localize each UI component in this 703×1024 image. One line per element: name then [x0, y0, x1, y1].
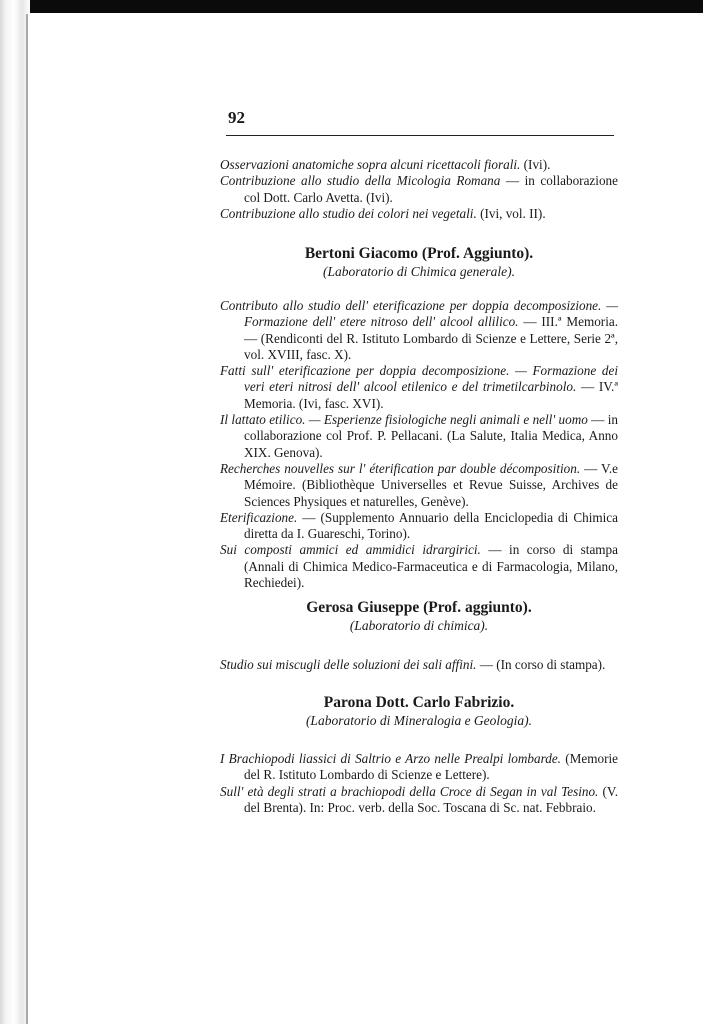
author-name: Gerosa Giuseppe (Prof. aggiunto). [306, 599, 532, 616]
bibliography-entry: Il lattato etilico. — Esperienze fisiologiche negli animali e nell' uomo — in collaborazione col Prof. P. Pellacani. (La Salute, Italia Medica, Anno XIX. Genova). [220, 412, 618, 460]
scan-binding-line [26, 14, 28, 1024]
entries-bertoni [220, 298, 618, 591]
bibliography-entry: Sull' età degli strati a brachiopodi della Croce di Segan in val Tesino. (V. del Brenta). In: Proc. verb. della Soc. Toscana di Sc. nat. Febbraio. [220, 783, 618, 815]
author-name: Bertoni Giacomo (Prof. Aggiunto). [304, 245, 534, 262]
bibliography-entry: Sui composti ammici ed ammidici idrargirici. — in corso di stampa (Annali di Chimica Medico-Farmaceutica e di Farmacologia, Milano, Rechiedei). [220, 542, 618, 591]
bibliography-entry: Contribuzione allo studio dei colori nei vegetali. (Ivi, vol. II). [220, 205, 546, 221]
laboratory-label: (Laboratorio di Chimica generale). [323, 264, 515, 279]
scan-top-border [0, 0, 703, 13]
bibliography-entry: Studio sui miscugli delle soluzioni dei sali affini. — (In corso di stampa). [220, 657, 606, 672]
entries-gerosa [220, 657, 618, 673]
entries-continued [220, 157, 618, 222]
section-heading-gerosa [220, 598, 618, 634]
laboratory-label: (Laboratorio di chimica). [349, 618, 489, 633]
laboratory-label: (Laboratorio di Mineralogia e Geologia). [305, 713, 533, 728]
page-number: 92 [228, 108, 245, 127]
bibliography-entry: Contribuzione allo studio della Micologia Romana — in collaborazione col Dott. Carlo Avetta. (Ivi). [220, 173, 618, 205]
author-name: Parona Dott. Carlo Fabrizio. [323, 694, 515, 711]
bibliography-entry: Fatti sull' eterificazione per doppia decomposizione. — Formazione dei veri eteri nitrosi dell' alcool etilenico e del trimetilcarbinolo. — IV.ª Memoria. (Ivi, fasc. XVI). [220, 363, 618, 411]
entries-parona [220, 751, 618, 816]
bibliography-entry: Eterificazione. — (Supplemento Annuario della Enciclopedia di Chimica diretta da I. Guareschi, Torino). [220, 509, 618, 542]
header-rule [226, 135, 614, 136]
bibliography-entry: Contributo allo studio dell' eterificazione per doppia decomposizione. — Formazione dell' etere nitroso dell' alcool allilico. — III.ª Memoria. — (Rendiconti del R. Istituto Lombardo di Scienze e Lettere, Serie 2ª, vol. XVIII, fasc. X). [220, 298, 619, 362]
bibliography-entry: Osservazioni anatomiche sopra alcuni ricettacoli fiorali. (Ivi). [220, 157, 551, 172]
section-heading-bertoni [220, 244, 618, 280]
bibliography-entry: Recherches nouvelles sur l' éterification par double décomposition. — V.e Mémoire. (Bibliothèque Universelles et Revue Suisse, Archives de Sciences Physiques et naturelles, Genève). [220, 460, 619, 509]
section-heading-parona [220, 693, 618, 729]
bibliography-entry: I Brachiopodi liassici di Saltrio e Arzo nelle Prealpi lombarde. (Memorie del R. Istituto Lombardo di Scienze e Lettere). [220, 751, 618, 783]
